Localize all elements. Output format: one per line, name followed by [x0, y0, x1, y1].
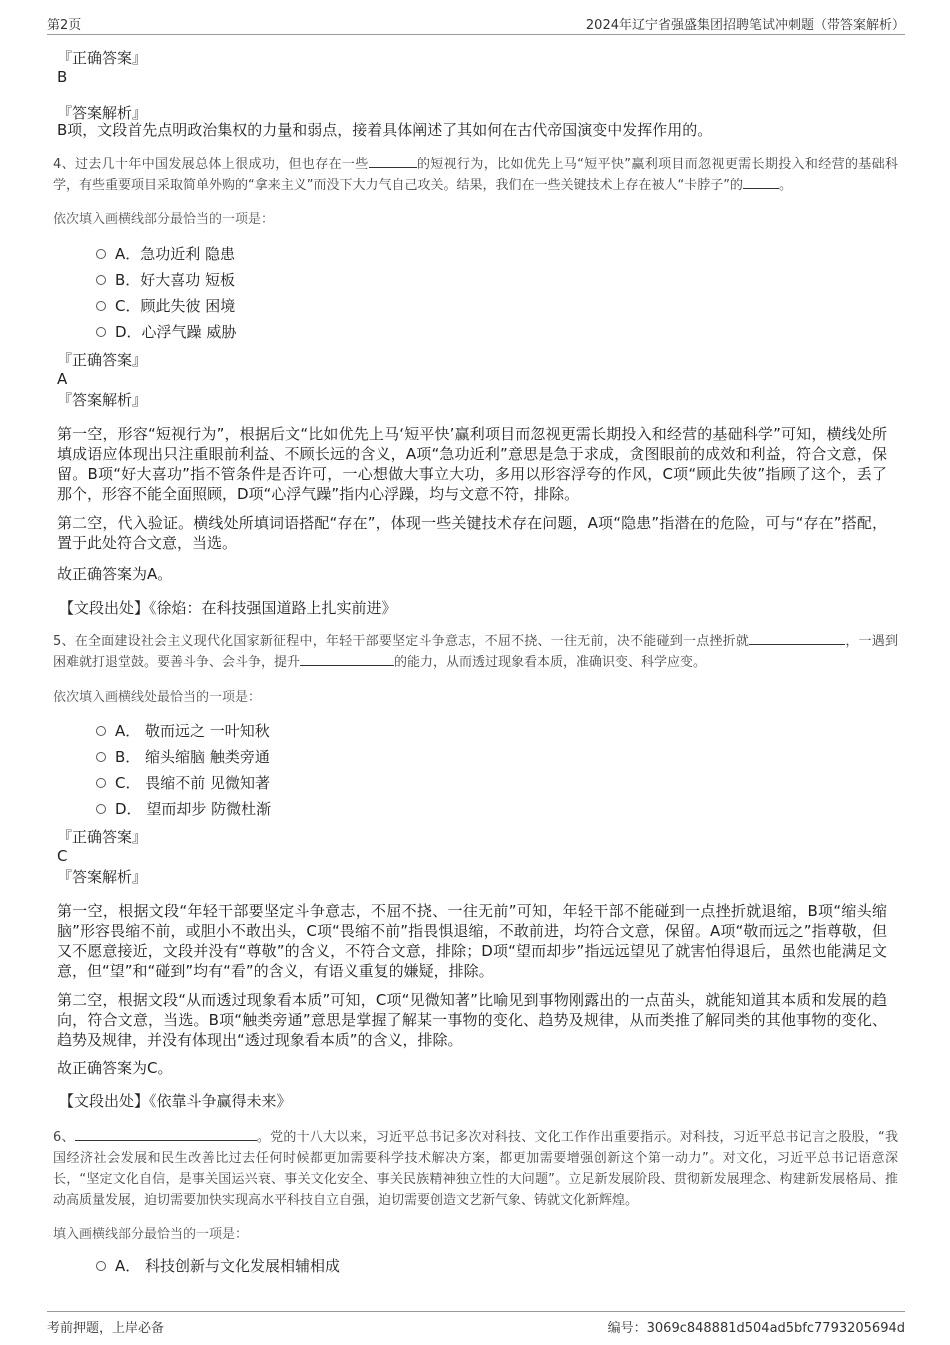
footer-slogan: 考前押题，上岸必备: [47, 1321, 165, 1336]
option-a[interactable]: A． 敬而远之 一叶知秋: [96, 720, 270, 742]
blank-line: [300, 653, 394, 666]
option-c[interactable]: C． 畏缩不前 见微知著: [96, 772, 270, 794]
radio-icon[interactable]: [96, 275, 106, 285]
question-stem: 6、 。党的十八大以来，习近平总书记多次对科技、文化工作作出重要指示。对科技，习近平总书记言之股股，“我国经济社会发展和民生改善比过去任何时候都更加需要科学技术解决方案，都更加需要增强创新这个第一动力”。对文化，习近平总书记语意深长，“坚定文化自信，是事关国运兴衰、事关文化安全、事关民族精神独立性的大问题”。立足新发展阶段、贯彻新发展理念、构建新发展格局、推动高质量发展，迫切需要加快实现高水平科技自立自强，迫切需要创造文艺新气象、铸就文化新辉煌。: [53, 1130, 898, 1208]
blank-line: [749, 632, 845, 645]
source-citation: 【文段出处】《徐焰：在科技强国道路上扎实前进》: [59, 599, 397, 617]
question-instruction: 填入画横线部分最恰当的一项是：: [53, 1227, 249, 1242]
answer-label: 『正确答案』: [57, 351, 148, 369]
option-c[interactable]: C．顾此失彼 困境: [96, 295, 235, 317]
source-citation: 【文段出处】《依靠斗争赢得未来》: [59, 1092, 292, 1110]
option-a[interactable]: A． 科技创新与文化发展相辅相成: [96, 1255, 340, 1277]
analysis-paragraph: 第二空，根据文段“从而透过现象看本质”可知，C项“见微知著”比喻见到事物刚露出的一点苗头，就能知道其本质和发展的趋向，符合文意，当选。B项“触类旁通”意思是掌握了解某一事物的变化、趋势及规律，从而类推了解同类的其他事物的变化、趋势及规律，并没有体现出“透过现象看本质”的含义，排除。: [57, 991, 887, 1049]
analysis-label: 『答案解析』: [57, 391, 148, 409]
question-instruction: 依次填入画横线部分最恰当的一项是：: [53, 212, 275, 227]
question-instruction: 依次填入画横线处最恰当的一项是：: [53, 690, 262, 705]
option-b[interactable]: B． 缩头缩脑 触类旁通: [96, 746, 270, 768]
analysis-paragraph: 第二空，代入验证。横线处所填词语搭配“存在”，体现一些关键技术存在问题，A项“隐患”指潜在的危险，可与“存在”搭配，置于此处符合文意，当选。: [57, 514, 887, 552]
document-title: 2024年辽宁省强盛集团招聘笔试冲刺题（带答案解析）: [585, 18, 905, 33]
blank-line: [743, 176, 779, 189]
radio-icon[interactable]: [96, 249, 106, 259]
option-a[interactable]: A．急功近利 隐患: [96, 243, 235, 265]
answer-value: B: [57, 68, 68, 86]
answer-label: 『正确答案』: [57, 49, 148, 67]
radio-icon[interactable]: [96, 1261, 106, 1271]
radio-icon[interactable]: [96, 726, 106, 736]
analysis-label: 『答案解析』: [57, 868, 148, 886]
answer-value: A: [57, 370, 68, 388]
page-number: 第2页: [47, 18, 82, 33]
analysis-paragraph: 第一空，根据文段“年轻干部要坚定斗争意志，不屈不挠、一往无前”可知，年轻干部不能碰到一点挫折就退缩，B项“缩头缩脑”形容畏缩不前，或胆小不敢出头，C项“畏缩不前”指畏惧退缩，不敢前进，均符合文意，保留。A项“敬而远之”指尊敬，但又不愿意接近，文段并没有“尊敬”的含义，不符合文意，排除；D项“望而却步”指远远望见了就害怕得退后，虽然也能满足文意，但“望”和“碰到”均有“看”的含义，有语义重复的嫌疑，排除。: [57, 902, 887, 980]
document-id: 编号：3069c848881d504ad5bfc7793205694d: [607, 1321, 905, 1336]
option-b[interactable]: B．好大喜功 短板: [96, 269, 235, 291]
analysis-conclusion: 故正确答案为C。: [57, 1059, 173, 1077]
analysis-label: 『答案解析』: [57, 104, 148, 122]
blank-line: [75, 1128, 257, 1141]
answer-label: 『正确答案』: [57, 828, 148, 846]
question-stem: 4、过去几十年中国发展总体上很成功，但也存在一些 的短视行为，比如优先上马“短平快”赢利项目而忽视更需长期投入和经营的基础科学，有些重要项目采取简单外购的“拿来主义”而没下大力气自己攻关。结果，我们在一些关键技术上存在被人“卡脖子”的 。: [53, 157, 898, 193]
answer-value: C: [57, 847, 68, 865]
radio-icon[interactable]: [96, 752, 106, 762]
analysis-text: B项，文段首先点明政治集权的力量和弱点，接着具体阐述了其如何在古代帝国演变中发挥作用的。: [57, 121, 713, 139]
blank-line: [369, 155, 417, 168]
page-footer: [47, 1311, 905, 1340]
analysis-paragraph: 第一空，形容“短视行为”，根据后文“比如优先上马‘短平快’赢利项目而忽视更需长期投入和经营的基础科学”可知，横线处所填成语应体现出只注重眼前利益、不顾长远的含义，A项“急功近利”意思是急于求成，贪图眼前的成效和利益，符合文意，保留。B项“好大喜功”指不管条件是否许可，一心想做大事立大功，多用以形容浮夸的作风，C项“顾此失彼”指顾了这个，丢了那个，形容不能全面照顾，D项“心浮气躁”指内心浮躁，均与文意不符，排除。: [57, 425, 887, 503]
question-stem: 5、在全面建设社会主义现代化国家新征程中，年轻干部要坚定斗争意志，不屈不挠、一往无前，决不能碰到一点挫折就 ，一遇到困难就打退堂鼓。要善斗争、会斗争，提升 的能力，从而透过现象看本质，准确识变、科学应变。: [53, 634, 898, 670]
analysis-conclusion: 故正确答案为A。: [57, 565, 173, 583]
radio-icon[interactable]: [96, 778, 106, 788]
page-header: [47, 12, 905, 35]
option-d[interactable]: D． 望而却步 防微杜渐: [96, 798, 271, 820]
option-d[interactable]: D．心浮气躁 威胁: [96, 321, 236, 343]
radio-icon[interactable]: [96, 327, 106, 337]
radio-icon[interactable]: [96, 804, 106, 814]
radio-icon[interactable]: [96, 301, 106, 311]
